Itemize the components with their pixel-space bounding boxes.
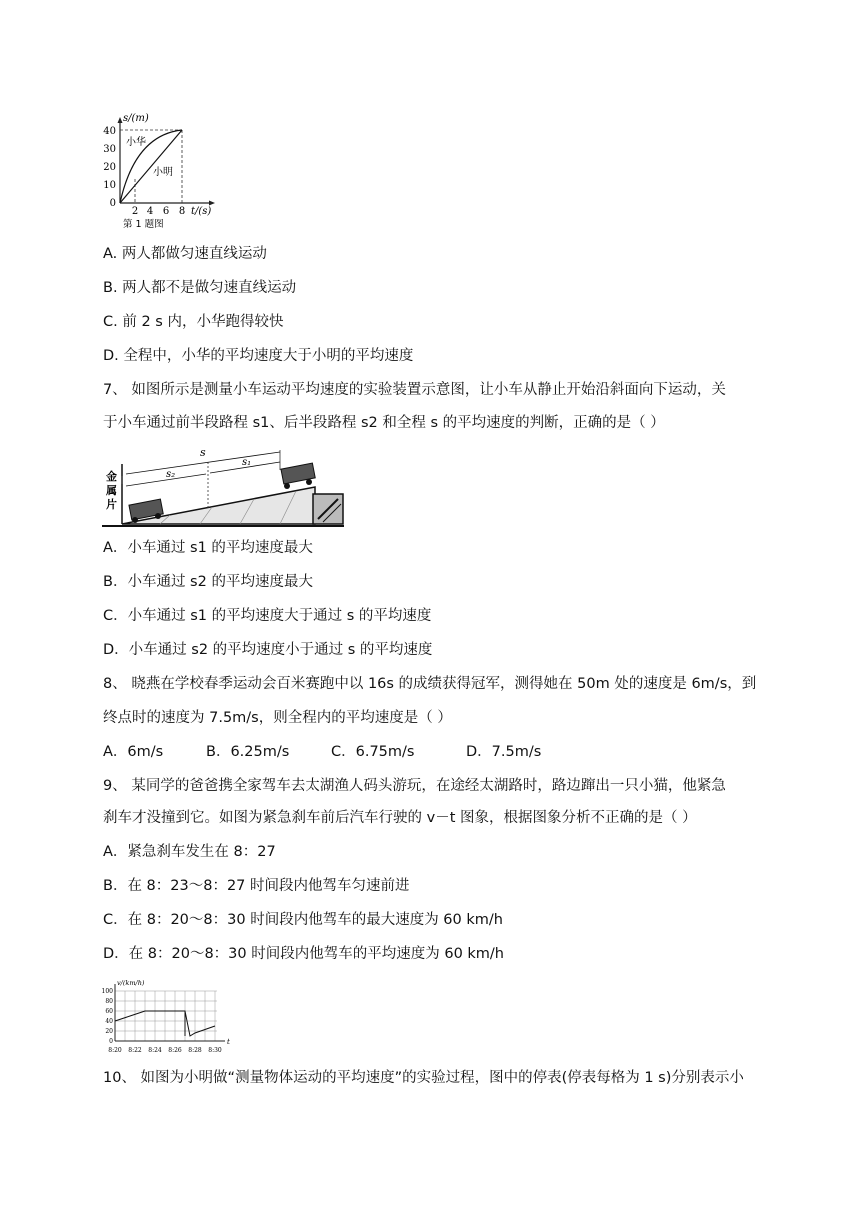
- y-tick: 60: [105, 1008, 113, 1015]
- q9-stem-line1: 9、 某同学的爸爸携全家驾车去太湖渔人码头游玩，在途经太湖路时，路边蹿出一只小猫，他紧急: [103, 778, 726, 794]
- y-tick: 20: [103, 162, 116, 173]
- y-tick: 20: [105, 1028, 113, 1035]
- x-tick: 8:28: [188, 1047, 202, 1054]
- label-s2: s₂: [166, 469, 176, 480]
- q9-option-b: B．在 8：23～8：27 时间段内他驾车匀速前进: [103, 878, 410, 894]
- q8-stem-line2: 终点时的速度为 7.5m/s，则全程内的平均速度是（ ）: [103, 710, 452, 726]
- q7-option-d: D．小车通过 s2 的平均速度小于通过 s 的平均速度: [103, 642, 433, 658]
- x-tick: 6: [162, 206, 170, 217]
- y-axis-label: v/(km/h): [117, 979, 145, 987]
- metal-label-3: 片: [106, 498, 117, 511]
- q8-option-b: B．6.25m/s: [206, 744, 290, 760]
- y-tick: 40: [103, 126, 116, 137]
- label-s: s: [200, 446, 206, 459]
- q7-option-c: C．小车通过 s1 的平均速度大于通过 s 的平均速度: [103, 608, 432, 624]
- q7-option-b: B．小车通过 s2 的平均速度最大: [103, 574, 313, 590]
- q9-option-d: D．在 8：20～8：30 时间段内他驾车的平均速度为 60 km/h: [103, 946, 504, 962]
- x-axis-label: t: [227, 1038, 230, 1046]
- y-tick: 30: [103, 144, 116, 155]
- q9-option-a: A．紧急刹车发生在 8：27: [103, 844, 276, 860]
- x-tick: 8:20: [108, 1047, 122, 1054]
- x-tick: 8:22: [128, 1047, 142, 1054]
- metal-label-1: 金: [106, 470, 117, 483]
- q7-stem-line1: 7、 如图所示是测量小车运动平均速度的实验装置示意图，让小车从静止开始沿斜面向下运动，关: [103, 382, 726, 398]
- y-tick: 0: [109, 1038, 113, 1045]
- x-tick: 8:26: [168, 1047, 182, 1054]
- label-xiaohua: 小华: [126, 137, 146, 148]
- x-tick: 4: [146, 206, 154, 217]
- figure-st-graph: [103, 110, 223, 232]
- q6-option-b: B. 两人都不是做匀速直线运动: [103, 280, 297, 296]
- q8-option-c: C．6.75m/s: [331, 744, 415, 760]
- y-tick: 10: [103, 180, 116, 191]
- x-tick: 8:24: [148, 1047, 162, 1054]
- q6-option-c: C. 前 2 s 内，小华跑得较快: [103, 314, 284, 330]
- q9-stem-line2: 刹车才没撞到它。如图为紧急刹车前后汽车行驶的 v－t 图象，根据图象分析不正确的是（ ）: [103, 810, 697, 826]
- y-tick: 40: [105, 1018, 113, 1025]
- x-axis-label: t/(s): [191, 206, 212, 217]
- y-tick: 0: [109, 198, 116, 209]
- label-s1: s₁: [242, 457, 252, 468]
- q7-option-a: A．小车通过 s1 的平均速度最大: [103, 540, 313, 556]
- q8-option-d: D．7.5m/s: [466, 744, 542, 760]
- q7-stem-line2: 于小车通过前半段路程 s1、后半段路程 s2 和全程 s 的平均速度的判断，正确的是（ ）: [103, 415, 665, 431]
- figure-vt-graph: [103, 976, 233, 1060]
- cart-icon: [281, 463, 315, 489]
- q10-stem-line1: 10、 如图为小明做“测量物体运动的平均速度”的实验过程，图中的停表(停表每格为 1 s)分别表示小: [103, 1070, 744, 1086]
- q9-option-c: C．在 8：20～8：30 时间段内他驾车的最大速度为 60 km/h: [103, 912, 503, 928]
- y-axis-label: s/(m): [123, 113, 149, 124]
- q6-option-d: D. 全程中，小华的平均速度大于小明的平均速度: [103, 348, 414, 364]
- q8-option-a: A．6m/s: [103, 744, 164, 760]
- x-tick: 8: [178, 206, 186, 217]
- figure-caption: 第 1 题图: [123, 219, 164, 230]
- figure-incline: [100, 444, 350, 530]
- x-tick: 2: [131, 206, 139, 217]
- label-xiaoming: 小明: [153, 167, 173, 178]
- q6-option-a: A. 两人都做匀速直线运动: [103, 246, 267, 262]
- y-tick: 100: [101, 988, 113, 995]
- q8-stem-line1: 8、 晓燕在学校春季运动会百米赛跑中以 16s 的成绩获得冠军，测得她在 50m 处的速度是 6m/s，到: [103, 676, 757, 692]
- x-tick: 8:30: [208, 1047, 222, 1054]
- y-tick: 80: [105, 998, 113, 1005]
- metal-label-2: 属: [106, 484, 117, 497]
